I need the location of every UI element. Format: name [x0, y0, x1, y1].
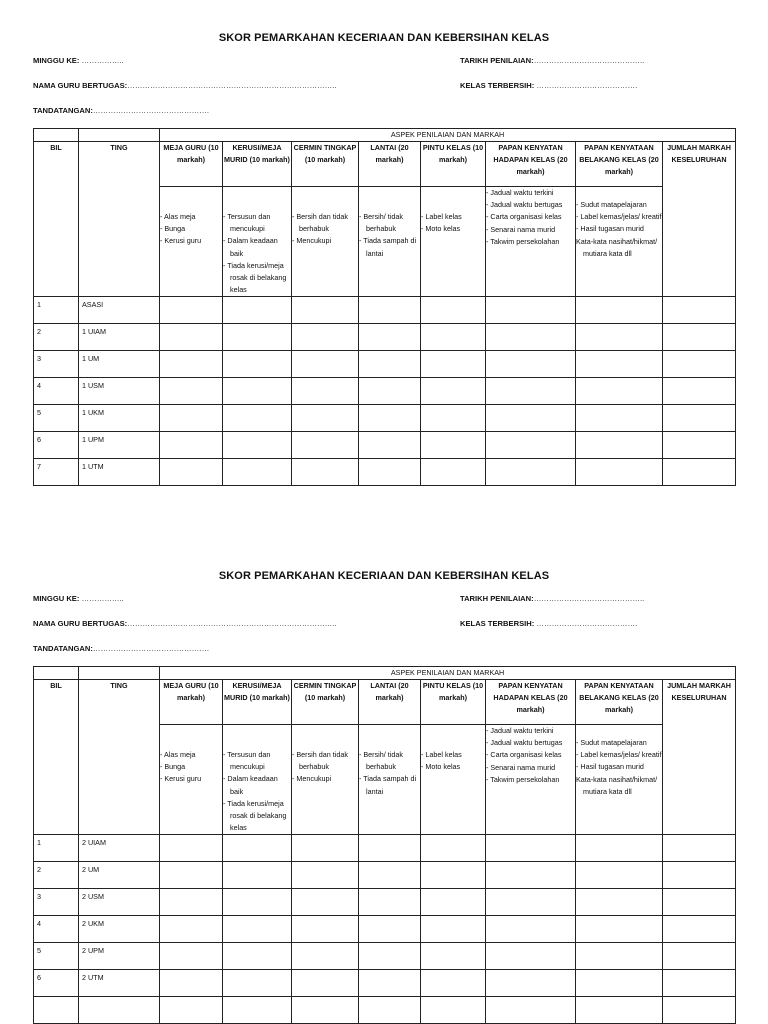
score-sheet-2	[0, 568, 768, 983]
score-cell[interactable]	[359, 970, 421, 997]
row-bil: 6	[34, 970, 79, 997]
score-cell[interactable]	[576, 378, 663, 405]
row-bil: 3	[34, 351, 79, 378]
score-cell[interactable]	[223, 351, 292, 378]
score-cell[interactable]	[292, 405, 359, 432]
row-ting: 2 UTM	[79, 970, 160, 997]
signature-label: TANDATANGAN:	[33, 644, 93, 653]
criteria-item: - Mencukupi	[292, 235, 358, 247]
score-cell[interactable]	[223, 378, 292, 405]
criteria-item: - Kerusi guru	[160, 773, 222, 785]
score-cell[interactable]	[292, 889, 359, 916]
criteria-item: - Tersusun dan mencukupi	[223, 749, 291, 773]
info-row-week	[0, 56, 768, 81]
score-cell[interactable]	[576, 862, 663, 889]
criteria-item: - Jadual waktu terkini	[486, 187, 575, 199]
col-header-ting: TING	[79, 142, 160, 297]
total-cell[interactable]	[663, 889, 736, 916]
criteria-item: - Carta organisasi kelas	[486, 211, 575, 223]
teacher-field[interactable]: ………………………………………………………………………..	[127, 619, 337, 628]
criteria-item: - Alas meja	[160, 749, 222, 761]
total-cell[interactable]	[663, 997, 736, 1024]
score-cell[interactable]	[486, 916, 576, 943]
score-cell[interactable]	[576, 889, 663, 916]
criteria-item: - Takwim persekolahan	[486, 236, 575, 248]
row-bil: 3	[34, 889, 79, 916]
class-rows-2	[34, 835, 736, 1024]
score-cell[interactable]	[421, 378, 486, 405]
week-label: MINGGU KE:	[33, 56, 80, 65]
criteria-item: - Bersih/ tidak berhabuk	[359, 211, 420, 235]
total-cell[interactable]	[663, 405, 736, 432]
col-header-papan-hadapan: PAPAN KENYATAN HADAPAN KELAS (20 markah)	[486, 680, 576, 725]
row-bil: 4	[34, 916, 79, 943]
row-ting: 2 USM	[79, 889, 160, 916]
score-cell[interactable]	[160, 459, 223, 486]
table-row	[34, 297, 736, 324]
criteria-pintu	[421, 725, 486, 835]
row-bil: 5	[34, 405, 79, 432]
score-cell[interactable]	[576, 916, 663, 943]
score-cell[interactable]	[223, 997, 292, 1024]
criteria-item: - Carta organisasi kelas	[486, 749, 575, 761]
criteria-lantai	[359, 725, 421, 835]
week-field[interactable]: ……………..	[81, 56, 124, 65]
score-cell[interactable]	[576, 459, 663, 486]
info-row-teacher	[0, 81, 768, 106]
row-bil: 1	[34, 835, 79, 862]
score-cell[interactable]	[160, 889, 223, 916]
criteria-item: - Label kelas	[421, 749, 485, 761]
score-cell[interactable]	[421, 970, 486, 997]
score-cell[interactable]	[160, 916, 223, 943]
score-cell[interactable]	[421, 862, 486, 889]
criteria-item: - Dalam keadaan baik	[223, 773, 291, 797]
table-row	[34, 889, 736, 916]
score-cell[interactable]	[292, 997, 359, 1024]
score-cell[interactable]	[576, 297, 663, 324]
col-header-ting: TING	[79, 680, 160, 835]
total-cell[interactable]	[663, 862, 736, 889]
score-cell[interactable]	[160, 297, 223, 324]
score-table	[33, 128, 736, 486]
criteria-papan-hadapan	[486, 187, 576, 297]
score-cell[interactable]	[292, 862, 359, 889]
score-cell[interactable]	[359, 997, 421, 1024]
criteria-item: - Takwim persekolahan	[486, 774, 575, 786]
total-cell[interactable]	[663, 916, 736, 943]
criteria-cermin	[292, 187, 359, 297]
row-bil: 7	[34, 459, 79, 486]
score-cell[interactable]	[576, 970, 663, 997]
score-cell[interactable]	[292, 297, 359, 324]
score-cell[interactable]	[421, 916, 486, 943]
criteria-item: - Label kemas/jelas/ kreatif	[576, 749, 662, 761]
score-cell[interactable]	[576, 943, 663, 970]
score-cell[interactable]	[223, 324, 292, 351]
score-cell[interactable]	[576, 405, 663, 432]
score-cell[interactable]	[160, 351, 223, 378]
criteria-item: - Dalam keadaan baik	[223, 235, 291, 259]
row-ting: 1 UTM	[79, 459, 160, 486]
criteria-item: - Hasil tugasan murid	[576, 223, 662, 235]
date-field[interactable]: ……………………………………..	[533, 56, 645, 65]
total-cell[interactable]	[663, 459, 736, 486]
total-cell[interactable]	[663, 378, 736, 405]
score-cell[interactable]	[359, 432, 421, 459]
score-cell[interactable]	[223, 405, 292, 432]
criteria-item: - Bersih dan tidak berhabuk	[292, 749, 358, 773]
aspect-header: ASPEK PENILAIAN DAN MARKAH	[160, 129, 736, 142]
class-rows-1	[34, 297, 736, 486]
score-cell[interactable]	[421, 405, 486, 432]
score-cell[interactable]	[359, 862, 421, 889]
row-ting: 2 UIAM	[79, 835, 160, 862]
table-row	[34, 916, 736, 943]
col-header-lantai: LANTAI (20 markah)	[359, 680, 421, 725]
week-label: MINGGU KE:	[33, 594, 80, 603]
score-cell[interactable]	[223, 943, 292, 970]
score-cell[interactable]	[421, 889, 486, 916]
score-cell[interactable]	[576, 835, 663, 862]
total-cell[interactable]	[663, 324, 736, 351]
score-cell[interactable]	[160, 943, 223, 970]
criteria-papan-hadapan	[486, 725, 576, 835]
total-cell[interactable]	[663, 297, 736, 324]
criteria-item: - Tiada kerusi/meja rosak di belakang kelas	[223, 260, 291, 297]
score-cell[interactable]	[292, 943, 359, 970]
score-cell[interactable]	[223, 297, 292, 324]
cleanest-class-field[interactable]: ………………………………….	[536, 619, 638, 628]
sheet-title: SKOR PEMARKAHAN KECERIAAN DAN KEBERSIHAN KELAS	[218, 570, 550, 582]
criteria-item: - Alas meja	[160, 211, 222, 223]
table-row	[34, 970, 736, 997]
row-ting: 1 UKM	[79, 405, 160, 432]
score-cell[interactable]	[160, 405, 223, 432]
score-cell[interactable]	[160, 997, 223, 1024]
score-cell[interactable]	[223, 916, 292, 943]
score-cell[interactable]	[223, 889, 292, 916]
row-bil: 2	[34, 862, 79, 889]
score-cell[interactable]	[486, 432, 576, 459]
score-cell[interactable]	[223, 862, 292, 889]
criteria-item: - Bunga	[160, 761, 222, 773]
col-header-pintu: PINTU KELAS (10 markah)	[421, 142, 486, 187]
criteria-item: - Sudut matapelajaran	[576, 199, 662, 211]
criteria-item: - Sudut matapelajaran	[576, 737, 662, 749]
score-cell[interactable]	[486, 835, 576, 862]
col-header-meja-guru: MEJA GURU (10 markah)	[160, 142, 223, 187]
cleanest-class-label: KELAS TERBERSIH:	[460, 619, 535, 628]
sheet-title: SKOR PEMARKAHAN KECERIAAN DAN KEBERSIHAN KELAS	[218, 32, 550, 44]
total-cell[interactable]	[663, 970, 736, 997]
info-row-teacher	[0, 619, 768, 644]
score-cell[interactable]	[421, 432, 486, 459]
cleanest-class-field[interactable]: ………………………………….	[536, 81, 638, 90]
criteria-item: Kata-kata nasihat/hikmat/ mutiara kata dll	[576, 236, 658, 258]
total-cell[interactable]	[663, 432, 736, 459]
col-header-kerusi-meja: KERUSI/MEJA MURID (10 markah)	[223, 680, 292, 725]
col-header-bil: BIL	[34, 680, 79, 835]
score-cell[interactable]	[160, 432, 223, 459]
score-cell[interactable]	[359, 835, 421, 862]
teacher-label: NAMA GURU BERTUGAS:	[33, 619, 128, 628]
criteria-item: - Bersih dan tidak berhabuk	[292, 211, 358, 235]
col-header-bil: BIL	[34, 142, 79, 297]
col-header-lantai: LANTAI (20 markah)	[359, 142, 421, 187]
score-cell[interactable]	[576, 997, 663, 1024]
signature-field[interactable]: ……………………………………….	[92, 644, 209, 653]
criteria-item: - Moto kelas	[421, 223, 485, 235]
score-cell[interactable]	[292, 378, 359, 405]
criteria-item: - Tersusun dan mencukupi	[223, 211, 291, 235]
score-cell[interactable]	[359, 459, 421, 486]
score-cell[interactable]	[576, 324, 663, 351]
score-cell[interactable]	[486, 351, 576, 378]
criteria-item: - Hasil tugasan murid	[576, 761, 662, 773]
criteria-item: Kata-kata nasihat/hikmat/ mutiara kata dll	[576, 774, 658, 796]
table-row	[34, 378, 736, 405]
score-cell[interactable]	[223, 970, 292, 997]
score-cell[interactable]	[160, 378, 223, 405]
row-bil: 4	[34, 378, 79, 405]
score-cell[interactable]	[576, 432, 663, 459]
col-header-cermin: CERMIN TINGKAP (10 markah)	[292, 680, 359, 725]
score-cell[interactable]	[576, 351, 663, 378]
score-cell[interactable]	[359, 351, 421, 378]
criteria-lantai	[359, 187, 421, 297]
row-ting: ASASI	[79, 297, 160, 324]
score-cell[interactable]	[292, 432, 359, 459]
col-header-papan-belakang: PAPAN KENYATAAN BELAKANG KELAS (20 markah)	[576, 142, 663, 187]
score-cell[interactable]	[421, 943, 486, 970]
col-header-meja-guru: MEJA GURU (10 markah)	[160, 680, 223, 725]
row-ting: 1 UM	[79, 351, 160, 378]
signature-field[interactable]: ……………………………………….	[92, 106, 209, 115]
col-header-cermin: CERMIN TINGKAP (10 markah)	[292, 142, 359, 187]
criteria-item: - Senarai nama murid	[486, 224, 575, 236]
criteria-papan-belakang	[576, 187, 663, 297]
score-cell[interactable]	[160, 970, 223, 997]
criteria-item: - Tiada sampah di lantai	[359, 773, 420, 797]
score-sheet-1	[0, 30, 768, 472]
row-bil: 6	[34, 432, 79, 459]
table-row	[34, 459, 736, 486]
table-row	[34, 997, 736, 1024]
score-table	[33, 666, 736, 1024]
cleanest-class-label: KELAS TERBERSIH:	[460, 81, 535, 90]
teacher-field[interactable]: ………………………………………………………………………..	[127, 81, 337, 90]
criteria-item: - Senarai nama murid	[486, 762, 575, 774]
score-cell[interactable]	[486, 405, 576, 432]
table-row	[34, 943, 736, 970]
score-cell[interactable]	[292, 916, 359, 943]
col-header-papan-hadapan: PAPAN KENYATAN HADAPAN KELAS (20 markah)	[486, 142, 576, 187]
date-label: TARIKH PENILAIAN:	[460, 594, 534, 603]
table-row	[34, 405, 736, 432]
week-field[interactable]: ……………..	[81, 594, 124, 603]
score-cell[interactable]	[486, 459, 576, 486]
table-row	[34, 432, 736, 459]
criteria-item: - Kerusi guru	[160, 235, 222, 247]
criteria-kerusi-meja	[223, 187, 292, 297]
row-ting: 1 UPM	[79, 432, 160, 459]
score-cell[interactable]	[292, 459, 359, 486]
row-ting: 2 UM	[79, 862, 160, 889]
score-cell[interactable]	[486, 970, 576, 997]
criteria-item: - Jadual waktu bertugas	[486, 199, 575, 211]
score-cell[interactable]	[359, 378, 421, 405]
criteria-item: - Jadual waktu terkini	[486, 725, 575, 737]
criteria-item: - Tiada sampah di lantai	[359, 235, 420, 259]
total-cell[interactable]	[663, 835, 736, 862]
criteria-pintu	[421, 187, 486, 297]
score-cell[interactable]	[359, 324, 421, 351]
score-cell[interactable]	[421, 997, 486, 1024]
score-cell[interactable]	[486, 862, 576, 889]
criteria-cermin	[292, 725, 359, 835]
score-cell[interactable]	[421, 324, 486, 351]
total-cell[interactable]	[663, 351, 736, 378]
score-cell[interactable]	[486, 889, 576, 916]
score-cell[interactable]	[160, 835, 223, 862]
col-header-kerusi-meja: KERUSI/MEJA MURID (10 markah)	[223, 142, 292, 187]
score-cell[interactable]	[292, 324, 359, 351]
row-bil: 1	[34, 297, 79, 324]
score-cell[interactable]	[223, 432, 292, 459]
table-row	[34, 351, 736, 378]
date-field[interactable]: ……………………………………..	[533, 594, 645, 603]
score-cell[interactable]	[223, 835, 292, 862]
date-label: TARIKH PENILAIAN:	[460, 56, 534, 65]
score-cell[interactable]	[359, 405, 421, 432]
aspect-header: ASPEK PENILAIAN DAN MARKAH	[160, 667, 736, 680]
score-cell[interactable]	[486, 997, 576, 1024]
table-row	[34, 835, 736, 862]
score-cell[interactable]	[292, 835, 359, 862]
criteria-item: - Jadual waktu bertugas	[486, 737, 575, 749]
score-cell[interactable]	[160, 862, 223, 889]
score-cell[interactable]	[359, 916, 421, 943]
score-cell[interactable]	[292, 970, 359, 997]
row-bil: 5	[34, 943, 79, 970]
criteria-item: - Bersih/ tidak berhabuk	[359, 749, 420, 773]
col-header-pintu: PINTU KELAS (10 markah)	[421, 680, 486, 725]
score-cell[interactable]	[486, 297, 576, 324]
criteria-meja-guru	[160, 725, 223, 835]
criteria-item: - Label kelas	[421, 211, 485, 223]
score-cell[interactable]	[292, 351, 359, 378]
row-bil: 2	[34, 324, 79, 351]
score-cell[interactable]	[486, 943, 576, 970]
score-cell[interactable]	[421, 351, 486, 378]
row-bil	[34, 997, 79, 1024]
score-cell[interactable]	[223, 459, 292, 486]
criteria-item: - Label kemas/jelas/ kreatif	[576, 211, 662, 223]
criteria-item: - Tiada kerusi/meja rosak di belakang kelas	[223, 798, 291, 835]
criteria-item: - Bunga	[160, 223, 222, 235]
score-cell[interactable]	[421, 459, 486, 486]
score-cell[interactable]	[359, 943, 421, 970]
col-header-papan-belakang: PAPAN KENYATAAN BELAKANG KELAS (20 markah)	[576, 680, 663, 725]
row-ting: 1 USM	[79, 378, 160, 405]
col-header-jumlah: JUMLAH MARKAH KESELURUHAN	[663, 680, 736, 835]
score-cell[interactable]	[421, 835, 486, 862]
row-ting: 1 UIAM	[79, 324, 160, 351]
table-row	[34, 324, 736, 351]
score-cell[interactable]	[486, 378, 576, 405]
signature-label: TANDATANGAN:	[33, 106, 93, 115]
criteria-item: - Mencukupi	[292, 773, 358, 785]
criteria-meja-guru	[160, 187, 223, 297]
row-ting: 2 UKM	[79, 916, 160, 943]
score-cell[interactable]	[359, 297, 421, 324]
col-header-jumlah: JUMLAH MARKAH KESELURUHAN	[663, 142, 736, 297]
criteria-kerusi-meja	[223, 725, 292, 835]
score-cell[interactable]	[421, 297, 486, 324]
score-cell[interactable]	[160, 324, 223, 351]
row-ting	[79, 997, 160, 1024]
total-cell[interactable]	[663, 943, 736, 970]
criteria-item: - Moto kelas	[421, 761, 485, 773]
teacher-label: NAMA GURU BERTUGAS:	[33, 81, 128, 90]
info-row-week	[0, 594, 768, 619]
row-ting: 2 UPM	[79, 943, 160, 970]
score-cell[interactable]	[486, 324, 576, 351]
score-cell[interactable]	[359, 889, 421, 916]
table-row	[34, 862, 736, 889]
criteria-papan-belakang	[576, 725, 663, 835]
